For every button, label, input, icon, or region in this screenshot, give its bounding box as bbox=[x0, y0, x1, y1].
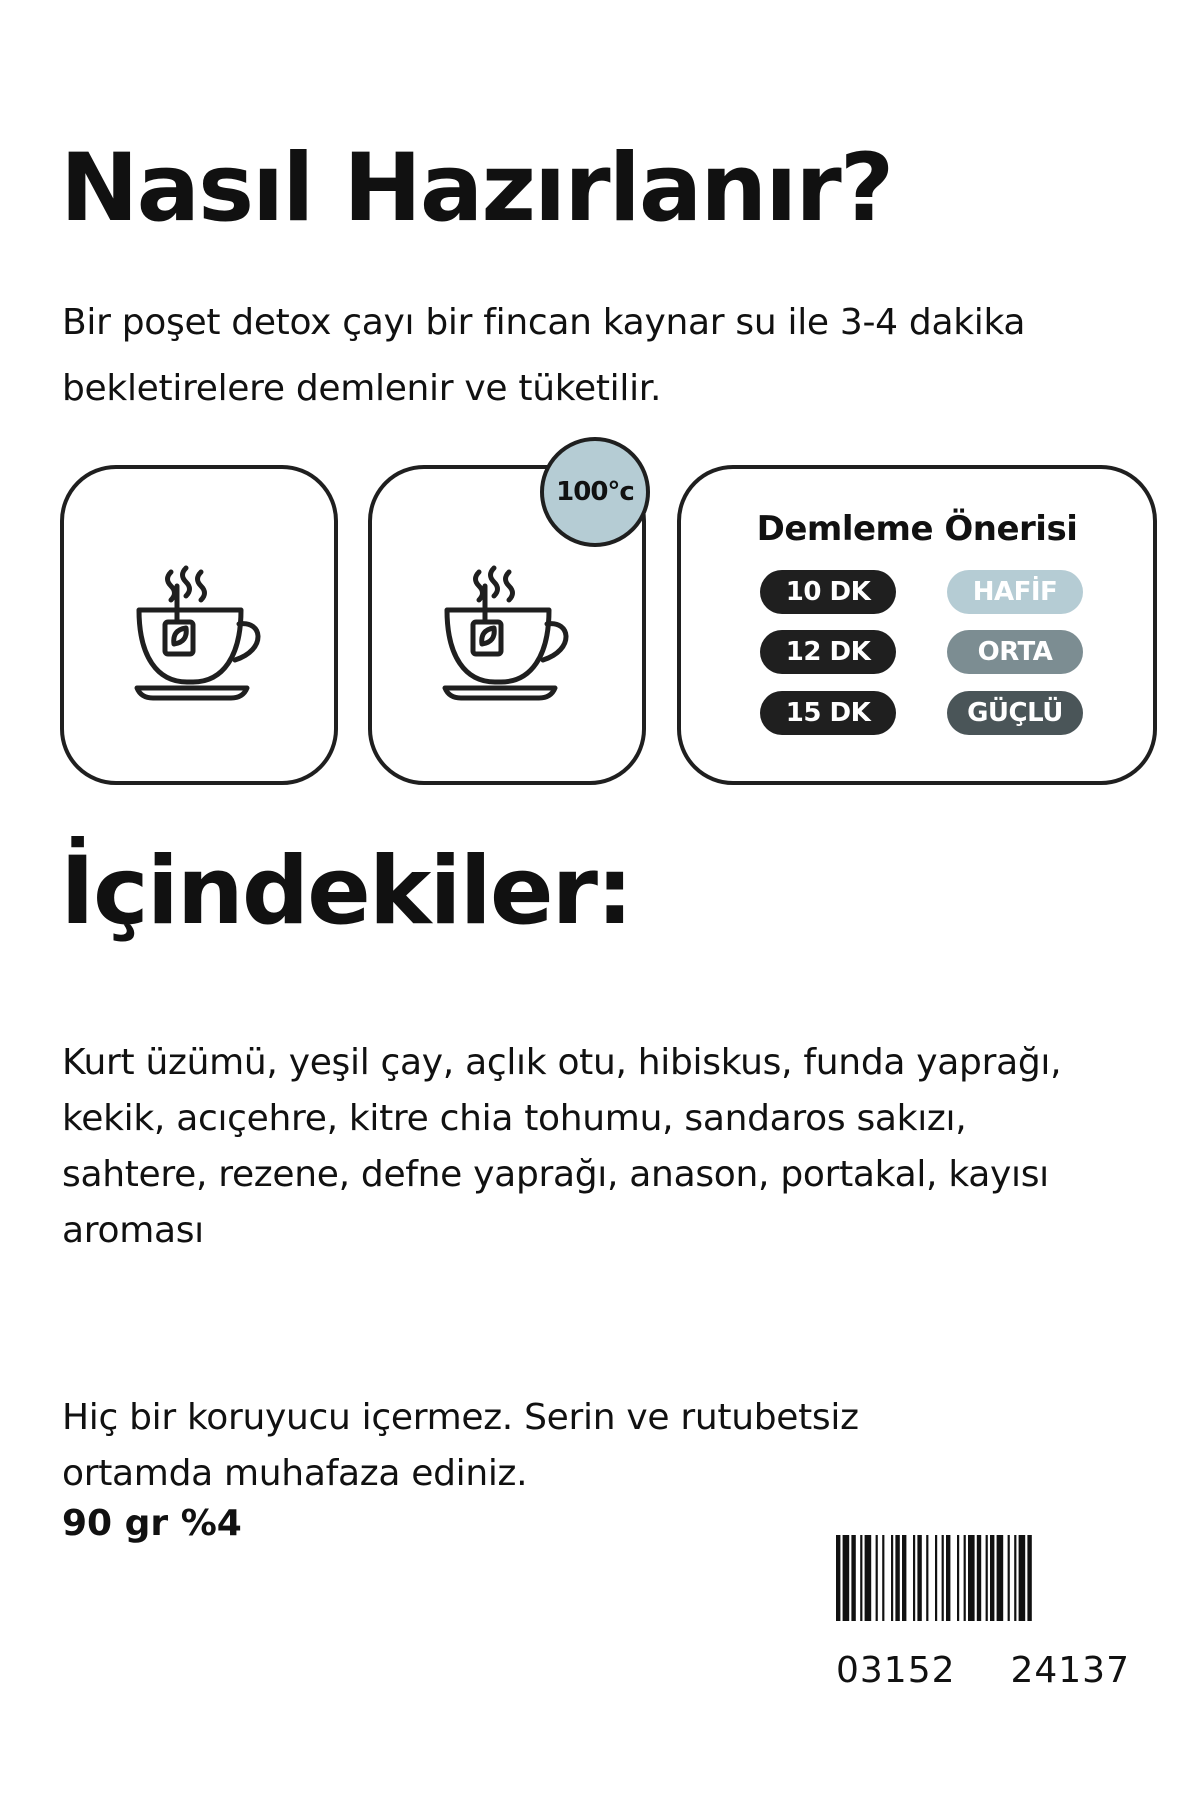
brew-strength-pill: GÜÇLÜ bbox=[947, 691, 1083, 735]
barcode-bar bbox=[946, 1535, 950, 1621]
barcode-bar bbox=[876, 1535, 878, 1621]
barcode-bar bbox=[1027, 1535, 1031, 1621]
preparation-instructions: Bir poşet detox çayı bir fincan kaynar su ile 3-4 dakika bekletirelere demlenir ve tüketilir. bbox=[62, 302, 1026, 409]
brew-time-pill: 15 DK bbox=[760, 691, 896, 735]
barcode-bar bbox=[1019, 1535, 1026, 1621]
brew-strength-pill: HAFİF bbox=[947, 570, 1083, 614]
barcode-left-digits: 03152 bbox=[836, 1650, 956, 1691]
barcode-bar bbox=[1008, 1535, 1010, 1621]
brewing-recommendation-card bbox=[677, 465, 1157, 785]
barcode-bar bbox=[860, 1535, 862, 1621]
barcode-bar bbox=[891, 1535, 893, 1621]
ingredients-title: İçindekiler: bbox=[60, 837, 632, 946]
water-temperature-badge: 100°c bbox=[540, 437, 650, 547]
tea-cup-icon bbox=[439, 564, 575, 704]
barcode-bar bbox=[902, 1535, 906, 1621]
barcode-bar bbox=[990, 1535, 994, 1621]
barcode-bar bbox=[997, 1535, 1004, 1621]
barcode-bar bbox=[968, 1535, 975, 1621]
barcode-bar bbox=[843, 1535, 850, 1621]
barcode-bar bbox=[836, 1535, 840, 1621]
barcode-bar bbox=[882, 1535, 884, 1621]
barcode-bar bbox=[977, 1535, 981, 1621]
barcode-bar bbox=[1014, 1535, 1016, 1621]
barcode-bar bbox=[895, 1535, 899, 1621]
barcode-bar bbox=[986, 1535, 988, 1621]
step-card-tea-bag bbox=[60, 465, 338, 785]
barcode-bar bbox=[865, 1535, 872, 1621]
barcode-bar bbox=[851, 1535, 855, 1621]
barcode-bar bbox=[917, 1535, 921, 1621]
barcode bbox=[836, 1535, 1130, 1621]
barcode-number bbox=[836, 1650, 1130, 1691]
ingredients-list: Kurt üzümü, yeşil çay, açlık otu, hibiskus, funda yaprağı, kekik, acıçehre, kitre chia tohumu, sandaros sakızı, sahtere, rezene, defne yaprağı, anason, portakal, kayısı aroması bbox=[62, 1042, 1062, 1251]
barcode-bar bbox=[926, 1535, 928, 1621]
brewing-recommendation-title: Demleme Önerisi bbox=[756, 509, 1078, 549]
how-to-prepare-title: Nasıl Hazırlanır? bbox=[60, 134, 893, 243]
barcode-bar bbox=[942, 1535, 944, 1621]
storage-note: Hiç bir koruyucu içermez. Serin ve rutubetsiz ortamda muhafaza ediniz. bbox=[62, 1397, 859, 1494]
barcode-bar bbox=[957, 1535, 959, 1621]
barcode-right-digits: 24137 bbox=[1010, 1650, 1130, 1691]
barcode-bar bbox=[913, 1535, 915, 1621]
net-weight: 90 gr %4 bbox=[62, 1503, 242, 1544]
brew-time-pill: 12 DK bbox=[760, 630, 896, 674]
barcode-bar bbox=[964, 1535, 966, 1621]
barcode-bar bbox=[935, 1535, 937, 1621]
brew-strength-pill: ORTA bbox=[947, 630, 1083, 674]
tea-cup-icon bbox=[131, 564, 267, 704]
brew-time-pill: 10 DK bbox=[760, 570, 896, 614]
